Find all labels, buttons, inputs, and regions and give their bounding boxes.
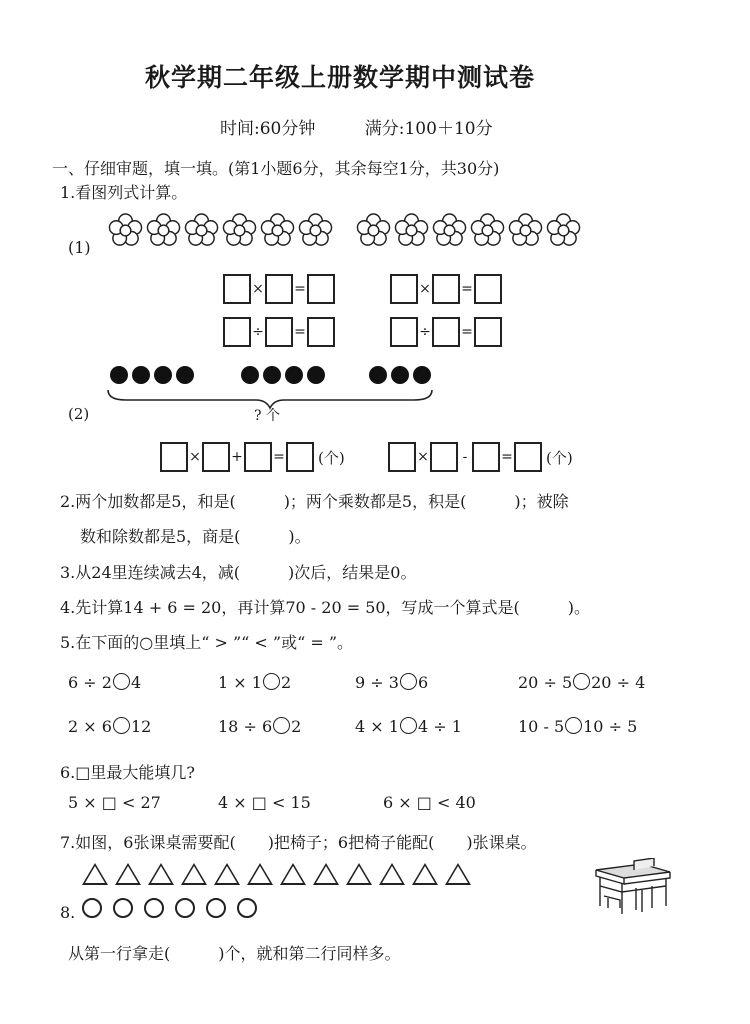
- question-6-label: 6.□里最大能填几?: [60, 763, 195, 782]
- equation-row-1a: [223, 274, 335, 304]
- answer-box[interactable]: [472, 442, 500, 472]
- exam-meta: [220, 114, 537, 139]
- answer-box[interactable]: [432, 317, 460, 347]
- compare-circle[interactable]: [113, 673, 130, 690]
- answer-box[interactable]: [265, 274, 293, 304]
- subquestion-1-label: (1): [68, 238, 91, 257]
- operator: =: [294, 281, 306, 297]
- question-2-line-1: 2.两个加数都是5，和是( )；两个乘数都是5，积是( )；被除: [60, 492, 569, 511]
- dot: [285, 366, 303, 384]
- operator: ×: [189, 449, 201, 465]
- dot: [369, 366, 387, 384]
- operator: =: [461, 281, 473, 297]
- triangle-shape: [313, 863, 339, 885]
- dot: [176, 366, 194, 384]
- circle-shape: [237, 898, 257, 918]
- answer-box[interactable]: [307, 317, 335, 347]
- desk-chair-illustration: [592, 858, 674, 918]
- operator: =: [294, 324, 306, 340]
- flower-icon: [222, 213, 257, 248]
- question-8-text: 从第一行拿走( )个，就和第二行同样多。: [68, 944, 401, 963]
- flower-icon: [298, 213, 333, 248]
- flower-icon: [356, 213, 391, 248]
- circle-shape: [113, 898, 133, 918]
- flower-icon: [394, 213, 429, 248]
- circle-row: [82, 898, 268, 922]
- operator: ×: [252, 281, 264, 297]
- operator: =: [461, 324, 473, 340]
- answer-box[interactable]: [388, 442, 416, 472]
- flower-group-2: [356, 213, 584, 252]
- compare-item: [518, 673, 645, 692]
- compare-right: 12: [130, 717, 152, 736]
- dot: [154, 366, 172, 384]
- question-5-label: 5.在下面的○里填上“ > ”“ < ”或“ = ”。: [60, 633, 354, 652]
- flower-group-1: [108, 213, 336, 252]
- dot: [241, 366, 259, 384]
- compare-item: [68, 717, 151, 736]
- answer-box[interactable]: [244, 442, 272, 472]
- compare-right: 2: [291, 717, 302, 736]
- flower-icon: [108, 213, 143, 248]
- compare-left: 4 × 1: [355, 717, 399, 736]
- dot-group-2: [241, 366, 329, 388]
- compare-right: 4: [130, 673, 142, 692]
- dot: [110, 366, 128, 384]
- equation-row-3b: [388, 442, 573, 472]
- unit-label: (个): [318, 448, 345, 467]
- compare-right: 20 ÷ 4: [591, 673, 646, 692]
- answer-box[interactable]: [514, 442, 542, 472]
- triangle-shape: [379, 863, 405, 885]
- dot: [307, 366, 325, 384]
- compare-circle[interactable]: [263, 673, 280, 690]
- compare-left: 2 × 6: [68, 717, 112, 736]
- compare-circle[interactable]: [565, 717, 582, 734]
- dot: [132, 366, 150, 384]
- triangle-shape: [82, 863, 108, 885]
- brace-label: ? 个: [254, 408, 280, 424]
- answer-box[interactable]: [202, 442, 230, 472]
- answer-box[interactable]: [474, 274, 502, 304]
- compare-right: 4 ÷ 1: [417, 717, 462, 736]
- inequality-item: 5 × □ < 27: [68, 793, 161, 812]
- compare-item: [218, 673, 291, 692]
- question-2-line-2: 数和除数都是5，商是( )。: [80, 527, 311, 546]
- equation-row-3a: [160, 442, 345, 472]
- equation-row-1b: [390, 274, 502, 304]
- subquestion-2-label: (2): [68, 405, 90, 423]
- triangle-shape: [181, 863, 207, 885]
- compare-left: 20 ÷ 5: [518, 673, 573, 692]
- compare-circle[interactable]: [573, 673, 590, 690]
- triangle-shape: [247, 863, 273, 885]
- compare-item: [68, 673, 141, 692]
- compare-circle[interactable]: [273, 717, 290, 734]
- answer-box[interactable]: [390, 317, 418, 347]
- flower-icon: [146, 213, 181, 248]
- equation-row-2a: [223, 317, 335, 347]
- question-4: 4.先计算14 + 6 = 20，再计算70 - 20 = 50，写成一个算式是( )。: [60, 598, 591, 617]
- dot: [413, 366, 431, 384]
- operator: ÷: [252, 324, 264, 340]
- operator: -: [462, 449, 468, 465]
- unit-label: (个): [546, 448, 573, 467]
- compare-left: 10 - 5: [518, 717, 565, 736]
- triangle-shape: [115, 863, 141, 885]
- page-title: 秋学期二年级上册数学期中测试卷: [144, 63, 535, 92]
- answer-box[interactable]: [223, 317, 251, 347]
- operator: ×: [417, 449, 429, 465]
- flower-icon: [508, 213, 543, 248]
- answer-box[interactable]: [432, 274, 460, 304]
- compare-item: [355, 717, 462, 736]
- compare-left: 9 ÷ 3: [355, 673, 399, 692]
- dot-group-1: [110, 366, 198, 388]
- time-limit: 时间:60分钟: [220, 119, 316, 139]
- answer-box[interactable]: [223, 274, 251, 304]
- answer-box[interactable]: [430, 442, 458, 472]
- answer-box[interactable]: [474, 317, 502, 347]
- triangle-shape: [412, 863, 438, 885]
- compare-right: 10 ÷ 5: [583, 717, 638, 736]
- answer-box[interactable]: [307, 274, 335, 304]
- operator: =: [501, 449, 513, 465]
- compare-item: [355, 673, 428, 692]
- dot: [263, 366, 281, 384]
- flower-icon: [470, 213, 505, 248]
- question-3: 3.从24里连续减去4，减( )次后，结果是0。: [60, 563, 417, 582]
- circle-shape: [175, 898, 195, 918]
- full-score: 满分:100＋10分: [364, 119, 493, 139]
- compare-item: [218, 717, 301, 736]
- section-heading: 一、仔细审题，填一填。(第1小题6分，其余每空1分，共30分): [52, 159, 500, 178]
- triangle-shape: [280, 863, 306, 885]
- compare-item: [518, 717, 637, 736]
- triangle-shape: [148, 863, 174, 885]
- inequality-item: 6 × □ < 40: [383, 793, 476, 812]
- question-8-label: 8.: [60, 903, 76, 922]
- operator: =: [273, 449, 285, 465]
- operator: ×: [419, 281, 431, 297]
- compare-left: 18 ÷ 6: [218, 717, 273, 736]
- equation-row-2b: [390, 317, 502, 347]
- flower-icon: [546, 213, 581, 248]
- operator: +: [231, 449, 243, 465]
- circle-shape: [206, 898, 226, 918]
- triangle-row: [82, 863, 478, 889]
- compare-circle[interactable]: [113, 717, 130, 734]
- triangle-shape: [214, 863, 240, 885]
- question-7: 7.如图，6张课桌需要配( )把椅子；6把椅子能配( )张课桌。: [60, 833, 537, 852]
- dot-group-3: [369, 366, 435, 388]
- answer-box[interactable]: [390, 274, 418, 304]
- compare-circle[interactable]: [400, 717, 417, 734]
- question-1-label: 1.看图列式计算。: [60, 183, 188, 202]
- answer-box[interactable]: [286, 442, 314, 472]
- triangle-shape: [346, 863, 372, 885]
- flower-icon: [432, 213, 467, 248]
- dot: [391, 366, 409, 384]
- flower-icon: [260, 213, 295, 248]
- compare-circle[interactable]: [400, 673, 417, 690]
- compare-right: 2: [280, 673, 292, 692]
- compare-right: 6: [417, 673, 429, 692]
- operator: ÷: [419, 324, 431, 340]
- answer-box[interactable]: [265, 317, 293, 347]
- circle-shape: [82, 898, 102, 918]
- compare-left: 6 ÷ 2: [68, 673, 112, 692]
- flower-icon: [184, 213, 219, 248]
- inequality-item: 4 × □ < 15: [218, 793, 311, 812]
- compare-left: 1 × 1: [218, 673, 262, 692]
- answer-box[interactable]: [160, 442, 188, 472]
- triangle-shape: [445, 863, 471, 885]
- circle-shape: [144, 898, 164, 918]
